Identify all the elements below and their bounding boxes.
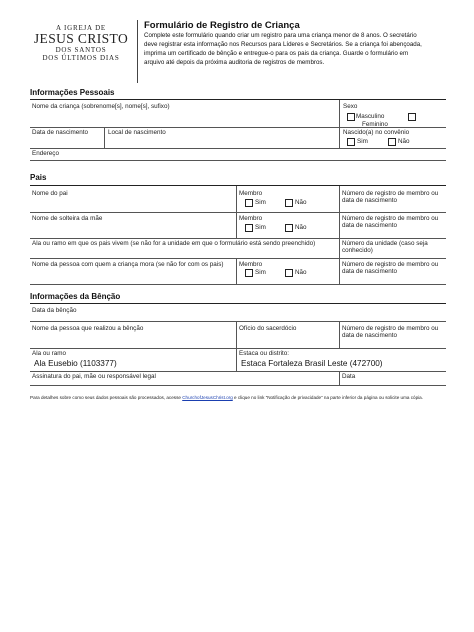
row-rule — [30, 127, 446, 128]
logo-line-3: DOS SANTOS — [55, 46, 107, 54]
mother-record-label: Número de registro de membro ou data de nascimento — [342, 215, 439, 230]
privacy-note-text-end: e clique no link “Notificação de privacidade” na parte inferior da página ou solicite uma cópia. — [232, 395, 424, 400]
unit-number-label: Número da unidade (caso seja conhecido) — [342, 240, 428, 255]
performer-record-label: Número de registro de membro ou data de nascimento — [342, 325, 439, 340]
divider — [339, 258, 340, 284]
mother-member-yes-checkbox[interactable] — [245, 224, 253, 232]
row-rule — [30, 148, 446, 149]
mother-member-no-label: Não — [295, 224, 307, 231]
address-label: Endereço — [32, 150, 59, 157]
section-blessing-rule — [30, 303, 446, 304]
lives-with-label: Nome da pessoa com quem a criança mora (se não for com os pais) — [32, 261, 224, 268]
row-rule — [30, 238, 446, 239]
row-rule — [30, 284, 446, 285]
row-rule — [30, 212, 446, 213]
logo-line-1: A IGREJA DE — [55, 24, 107, 32]
priesthood-office-label: Ofício do sacerdócio — [239, 325, 297, 332]
blessing-date-label: Data da bênção — [32, 307, 77, 314]
ward-label: Ala ou ramo — [32, 350, 66, 357]
ward-value[interactable]: Ala Eusebio (1103377) — [34, 359, 117, 368]
male-checkbox[interactable] — [347, 113, 355, 121]
father-member-yes-checkbox[interactable] — [245, 199, 253, 207]
covenant-yes-checkbox[interactable] — [347, 138, 355, 146]
covenant-no-label: Não — [398, 138, 410, 145]
covenant-label: Nascido(a) no convênio — [343, 129, 410, 136]
sex-label: Sexo — [343, 103, 358, 110]
section-parents-rule — [30, 185, 446, 186]
section-personal-heading: Informações Pessoais — [30, 88, 115, 97]
divider — [339, 321, 340, 348]
performer-label: Nome da pessoa que realizou a bênção — [32, 325, 144, 332]
logo-line-2: JESUS CRISTO — [33, 31, 129, 46]
stake-value[interactable]: Estaca Fortaleza Brasil Leste (472700) — [241, 359, 383, 368]
stake-label: Estaca ou distrito: — [239, 350, 290, 357]
divider — [339, 100, 340, 148]
row-rule — [30, 160, 446, 161]
signature-label: Assinatura do pai, mãe ou responsável legal — [32, 373, 156, 380]
row-rule — [30, 321, 446, 322]
covenant-no-checkbox[interactable] — [388, 138, 396, 146]
father-record-label: Número de registro de membro ou data de nascimento — [342, 190, 439, 205]
female-checkbox[interactable] — [408, 113, 416, 121]
signature-date-label: Data — [342, 373, 356, 380]
guardian-member-no-checkbox[interactable] — [285, 269, 293, 277]
father-name-label: Nome do pai — [32, 190, 68, 197]
privacy-note — [30, 395, 446, 401]
mother-member-yes-label: Sim — [255, 224, 266, 231]
logo-line-4: DOS ÚLTIMOS DIAS — [42, 54, 120, 62]
header-divider — [137, 20, 138, 83]
female-label: Feminino — [362, 121, 388, 128]
privacy-link[interactable]: ChurchofJesusChrist.org — [182, 395, 233, 400]
father-member-no-label: Não — [295, 199, 307, 206]
row-rule — [30, 348, 446, 349]
guardian-member-yes-checkbox[interactable] — [245, 269, 253, 277]
section-parents-heading: Pais — [30, 173, 47, 182]
divider — [236, 258, 237, 284]
birth-date-label: Data de nascimento — [32, 129, 89, 136]
row-rule — [30, 371, 446, 372]
row-rule — [30, 385, 446, 386]
mother-name-label: Nome de solteira da mãe — [32, 215, 103, 222]
church-logo — [33, 24, 129, 62]
mother-member-no-checkbox[interactable] — [285, 224, 293, 232]
guardian-member-yes-label: Sim — [255, 269, 266, 276]
father-member-label: Membro — [239, 190, 263, 197]
form-title: Formulário de Registro de Criança — [144, 20, 300, 31]
divider — [104, 127, 105, 148]
mother-member-label: Membro — [239, 215, 263, 222]
form-intro: Complete este formulário quando criar um registro para uma criança menor de 8 anos. O secretário deve registrar esta informação nos Recursos para Líderes e Secretários. Se a criança foi abençoada, imprima um certificado de bênção e entregue-o para os pais da criança. Guarde o formulário em arquivo até depois da próxima auditoria de registros de membros. — [144, 32, 422, 66]
divider — [339, 371, 340, 385]
parents-ward-label: Ala ou ramo em que os pais vivem (se não for a unidade em que o formulário está sendo preenchido) — [32, 240, 316, 247]
privacy-note-text: Para detalhes sobre como seus dados pessoais são processados, acesse — [30, 395, 183, 400]
father-member-no-checkbox[interactable] — [285, 199, 293, 207]
row-rule — [30, 258, 446, 259]
father-member-yes-label: Sim — [255, 199, 266, 206]
child-name-label: Nome da criança (sobrenome[s], nome[s], sufixo) — [32, 103, 170, 110]
guardian-member-label: Membro — [239, 261, 263, 268]
divider — [339, 238, 340, 258]
guardian-record-label: Número de registro de membro ou data de nascimento — [342, 261, 439, 276]
section-personal-rule — [30, 99, 446, 100]
divider — [236, 321, 237, 371]
male-label: Masculino — [356, 113, 385, 120]
section-blessing-heading: Informações da Bênção — [30, 292, 121, 301]
covenant-yes-label: Sim — [357, 138, 368, 145]
guardian-member-no-label: Não — [295, 269, 307, 276]
birth-place-label: Local de nascimento — [108, 129, 166, 136]
